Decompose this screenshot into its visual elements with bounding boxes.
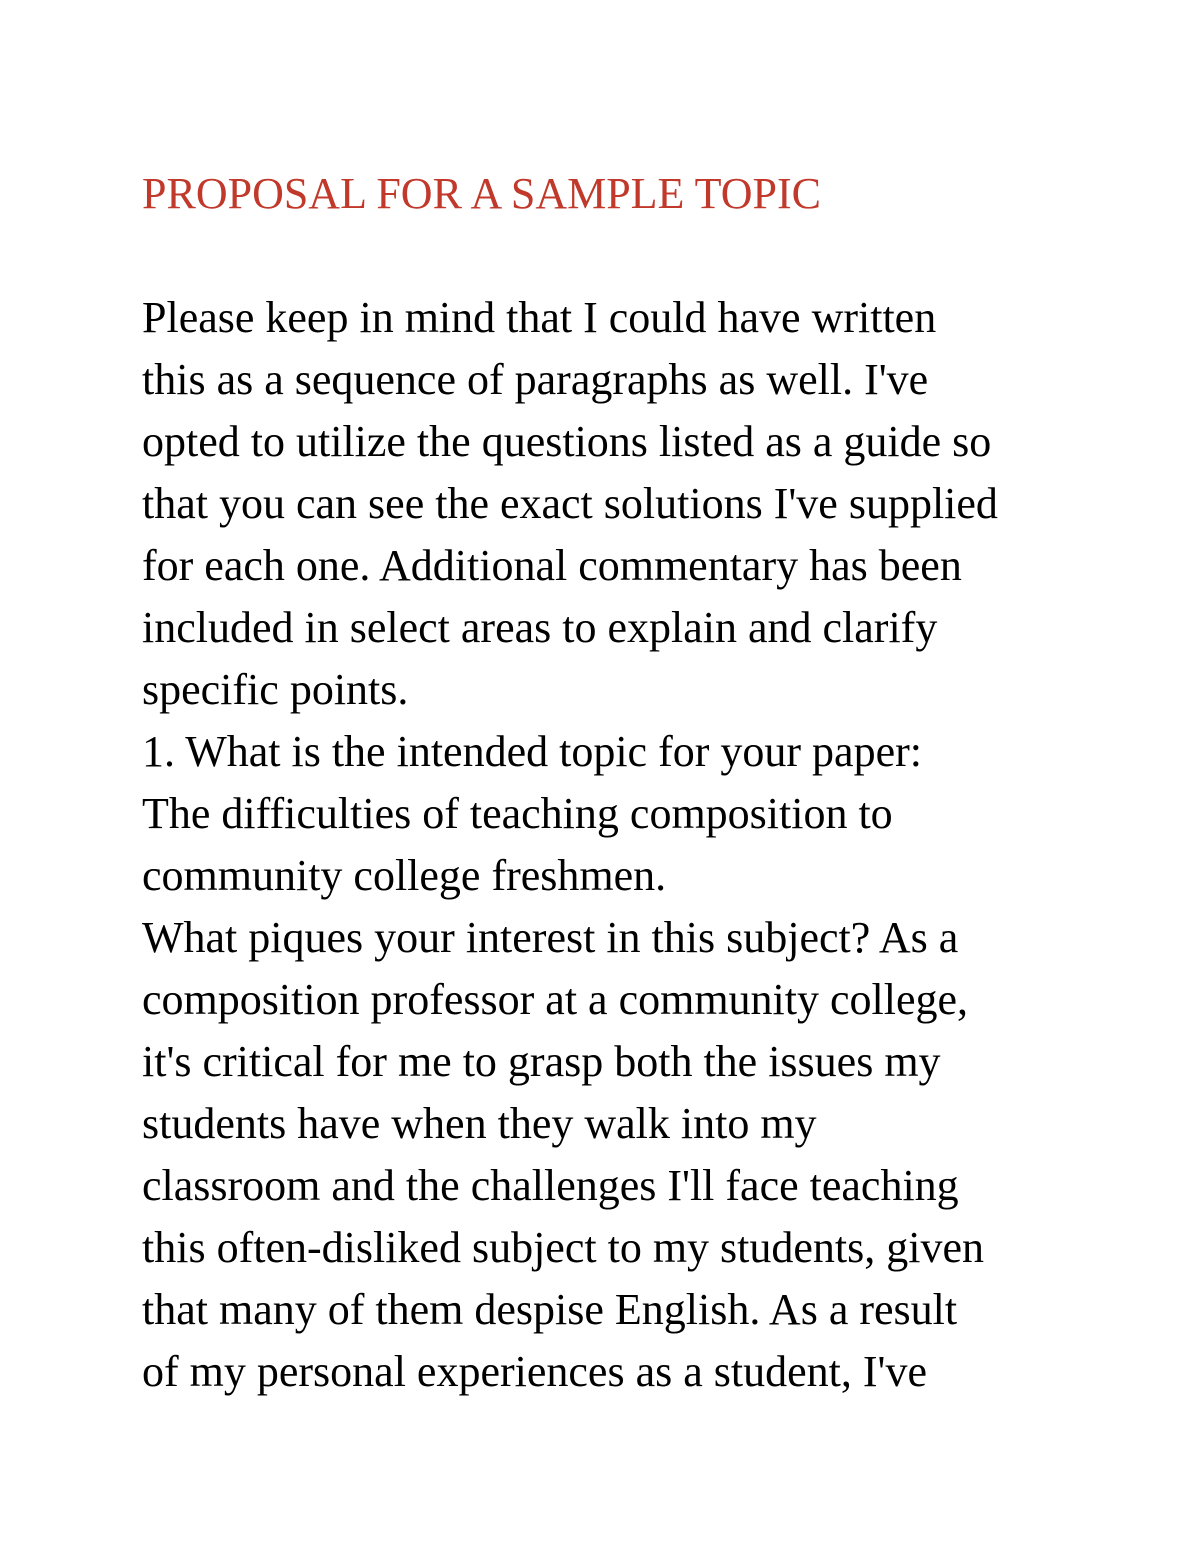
text-line: included in select areas to explain and clarify	[142, 603, 938, 652]
text-line: for each one. Additional commentary has been	[142, 541, 962, 590]
text-line: opted to utilize the questions listed as a guide so	[142, 417, 992, 466]
text-line: classroom and the challenges I'll face teaching	[142, 1161, 959, 1210]
text-line: composition professor at a community college,	[142, 975, 969, 1024]
text-line: The difficulties of teaching composition to	[142, 789, 893, 838]
document-body	[142, 287, 1142, 1403]
text-line: Please keep in mind that I could have written	[142, 293, 937, 342]
text-line: 1. What is the intended topic for your paper:	[142, 727, 922, 776]
text-line: community college freshmen.	[142, 851, 667, 900]
text-line: of my personal experiences as a student, I've	[142, 1347, 927, 1396]
text-line: students have when they walk into my	[142, 1099, 817, 1148]
text-line: specific points.	[142, 665, 409, 714]
text-line: this as a sequence of paragraphs as well. I've	[142, 355, 929, 404]
text-line: What piques your interest in this subject? As a	[142, 913, 959, 962]
text-line: that many of them despise English. As a result	[142, 1285, 958, 1334]
text-line: this often-disliked subject to my students, given	[142, 1223, 985, 1272]
text-line: that you can see the exact solutions I've supplied	[142, 479, 998, 528]
document-title: PROPOSAL FOR A SAMPLE TOPIC	[142, 169, 821, 218]
text-line: it's critical for me to grasp both the issues my	[142, 1037, 941, 1086]
